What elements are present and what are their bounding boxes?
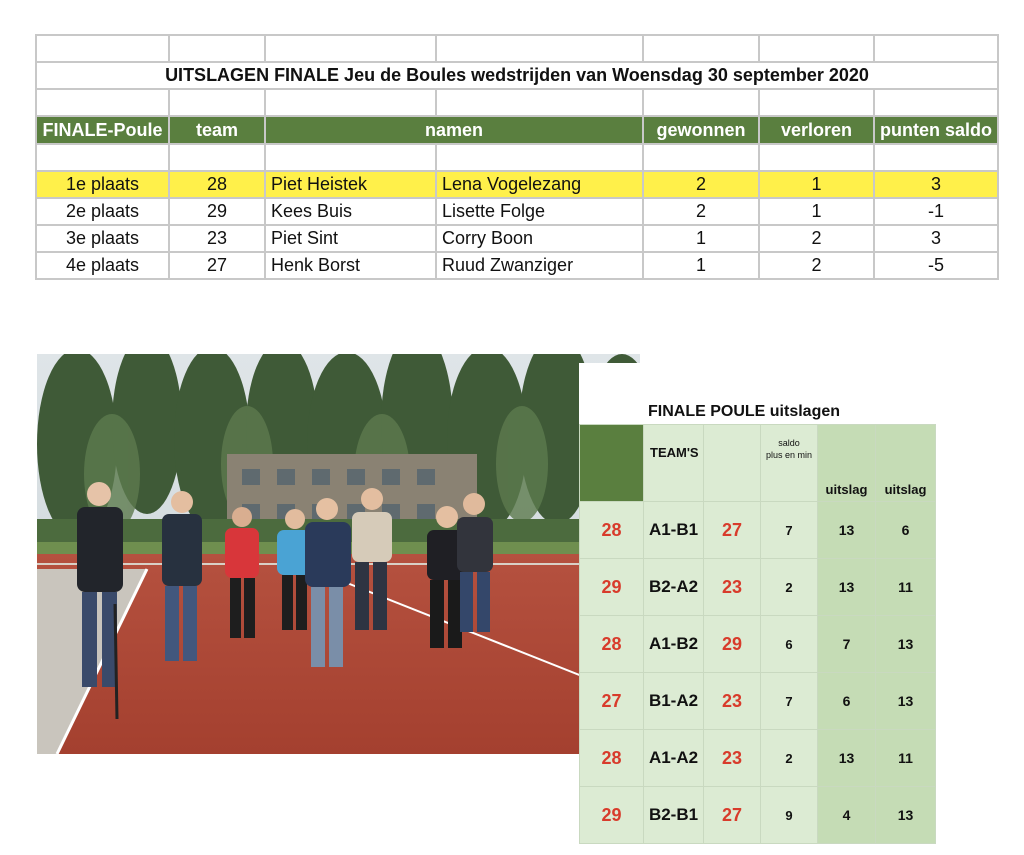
match-code: A1-A2 [644, 730, 704, 787]
name1-cell: Piet Sint [265, 225, 436, 252]
header-uitslag-2: uitslag [876, 425, 936, 502]
team1-number: 29 [580, 787, 644, 844]
score-1: 6 [818, 673, 876, 730]
poule-title-row [580, 364, 936, 425]
name1-cell: Piet Heistek [265, 171, 436, 198]
match-code: A1-B1 [644, 502, 704, 559]
name2-cell: Lisette Folge [436, 198, 643, 225]
lost-cell: 1 [759, 198, 874, 225]
score-2: 6 [876, 502, 936, 559]
header-team: team [169, 116, 265, 144]
match-row [580, 616, 936, 673]
name2-cell: Ruud Zwanziger [436, 252, 643, 279]
score-1: 13 [818, 559, 876, 616]
table-row [36, 225, 998, 252]
won-cell: 1 [643, 252, 759, 279]
lost-cell: 2 [759, 225, 874, 252]
place-cell: 4e plaats [36, 252, 169, 279]
score-2: 13 [876, 616, 936, 673]
table-row [36, 198, 998, 225]
team2-number: 27 [704, 502, 761, 559]
team2-number: 29 [704, 616, 761, 673]
match-row [580, 559, 936, 616]
match-code: B2-B1 [644, 787, 704, 844]
team1-number: 28 [580, 730, 644, 787]
team2-number: 23 [704, 673, 761, 730]
header-finale-poule: FINALE-Poule [36, 116, 169, 144]
header-row [36, 116, 998, 144]
match-row [580, 730, 936, 787]
lost-cell: 2 [759, 252, 874, 279]
saldo-value: 7 [761, 673, 818, 730]
header-punten-saldo: punten saldo [874, 116, 998, 144]
name1-cell: Kees Buis [265, 198, 436, 225]
team-cell: 28 [169, 171, 265, 198]
poule-header-row [580, 425, 936, 502]
spacer-row [36, 144, 998, 171]
saldo-value: 7 [761, 502, 818, 559]
won-cell: 2 [643, 171, 759, 198]
match-row [580, 787, 936, 844]
saldo-cell: -5 [874, 252, 998, 279]
spacer-row [36, 35, 998, 62]
name1-cell: Henk Borst [265, 252, 436, 279]
team1-number: 28 [580, 502, 644, 559]
title-row [36, 62, 998, 89]
match-row [580, 673, 936, 730]
score-2: 11 [876, 730, 936, 787]
table-row [36, 171, 998, 198]
team-cell: 27 [169, 252, 265, 279]
saldo-cell: -1 [874, 198, 998, 225]
score-1: 7 [818, 616, 876, 673]
place-cell: 2e plaats [36, 198, 169, 225]
team2-number: 27 [704, 787, 761, 844]
score-2: 13 [876, 673, 936, 730]
match-code: B2-A2 [644, 559, 704, 616]
won-cell: 1 [643, 225, 759, 252]
match-code: B1-A2 [644, 673, 704, 730]
score-1: 4 [818, 787, 876, 844]
group-photo [37, 354, 640, 754]
saldo-value: 6 [761, 616, 818, 673]
header-uitslag-1: uitslag [818, 425, 876, 502]
team2-number: 23 [704, 559, 761, 616]
header-swatch [580, 425, 644, 502]
score-2: 13 [876, 787, 936, 844]
spacer-row [36, 89, 998, 116]
score-1: 13 [818, 502, 876, 559]
header-teams: TEAM'S [644, 425, 704, 502]
name2-cell: Corry Boon [436, 225, 643, 252]
results-title: UITSLAGEN FINALE Jeu de Boules wedstrijden van Woensdag 30 september 2020 [36, 62, 998, 89]
place-cell: 3e plaats [36, 225, 169, 252]
group-photo-illustration [37, 354, 640, 754]
lost-cell: 1 [759, 171, 874, 198]
team1-number: 29 [580, 559, 644, 616]
saldo-value: 9 [761, 787, 818, 844]
team-cell: 29 [169, 198, 265, 225]
results-table [35, 34, 999, 280]
team-cell: 23 [169, 225, 265, 252]
saldo-value: 2 [761, 730, 818, 787]
place-cell: 1e plaats [36, 171, 169, 198]
match-row [580, 502, 936, 559]
header-namen: namen [265, 116, 643, 144]
saldo-value: 2 [761, 559, 818, 616]
header-saldo-line2: plus en min [765, 450, 813, 460]
score-2: 11 [876, 559, 936, 616]
name2-cell: Lena Vogelezang [436, 171, 643, 198]
header-gewonnen: gewonnen [643, 116, 759, 144]
header-saldo-line1: saldo [778, 438, 800, 448]
won-cell: 2 [643, 198, 759, 225]
team1-number: 28 [580, 616, 644, 673]
table-row [36, 252, 998, 279]
score-1: 13 [818, 730, 876, 787]
saldo-cell: 3 [874, 225, 998, 252]
team2-number: 23 [704, 730, 761, 787]
header-saldo [761, 425, 818, 502]
match-code: A1-B2 [644, 616, 704, 673]
poule-title: FINALE POULE uitslagen [644, 364, 876, 425]
saldo-cell: 3 [874, 171, 998, 198]
finale-poule-table [579, 363, 935, 825]
team1-number: 27 [580, 673, 644, 730]
header-verloren: verloren [759, 116, 874, 144]
